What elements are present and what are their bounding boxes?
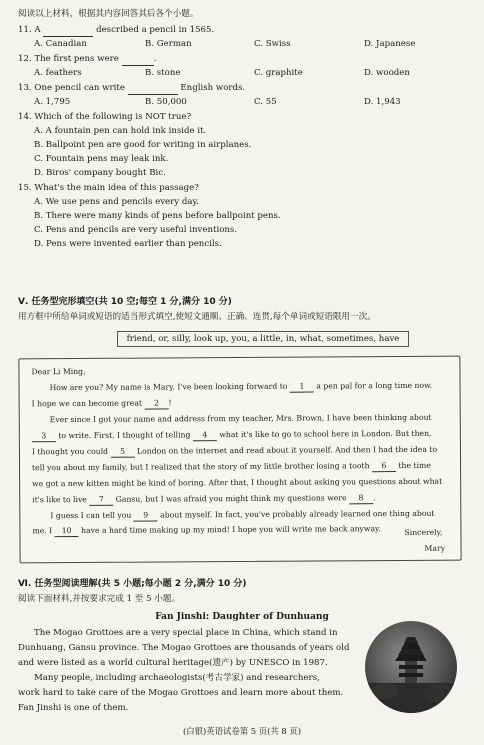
q14-option-d[interactable]: D. Biros' company bought Bic. xyxy=(34,168,166,178)
reading-instruction: 阅读以上材料，根据其内容回答其后各个小题。 xyxy=(18,9,199,19)
question-15: 15. What's the main idea of this passage? xyxy=(18,183,199,193)
passage-line: Fan Jinshi is one of them. xyxy=(18,703,129,713)
letter-line: it's like to live 7 Gansu, but I was afraid you might think my questions were 8 . xyxy=(32,493,376,505)
letter-line: me. I 10 have a hard time making up my mind! I hope you will write me back anyway. xyxy=(32,524,381,536)
passage-line: work hard to take care of the Mogao Grottoes and learn more about them. xyxy=(18,688,344,698)
page-footer: (白银)英语试卷第 5 页(共 8 页) xyxy=(182,726,302,736)
passage-line: The Mogao Grottoes are a very special place in China, which stand in xyxy=(34,628,338,638)
answer-blank[interactable] xyxy=(122,55,154,66)
letter-closing: Sincerely, xyxy=(404,527,443,537)
gap-blank[interactable]: 2 xyxy=(144,399,168,409)
q12-option-c[interactable]: C. graphite xyxy=(254,68,303,78)
q14-option-a[interactable]: A. A fountain pen can hold ink inside it. xyxy=(34,126,207,136)
letter-line: Ever since I got your name and address from my teacher, Mrs. Brown, I have been thinking about xyxy=(49,412,432,425)
gap-blank[interactable]: 9 xyxy=(134,512,158,522)
word-box: friend, or, silly, look up, you, a little, in, what, sometimes, have xyxy=(117,331,409,347)
q15-option-d[interactable]: D. Pens were invented earlier than pencils. xyxy=(34,239,222,249)
q13-option-a[interactable]: A. 1,795 xyxy=(34,97,71,107)
q11-option-a[interactable]: A. Canadian xyxy=(34,39,87,49)
letter-line: we got a new kitten might be kind of boring. After that, I thought about asking you questions about what xyxy=(32,476,443,489)
passage-line: Dunhuang, Gansu province. The Mogao Grottoes are thousands of years old xyxy=(18,643,350,653)
letter-line: I thought you could 5 London on the internet and read about it yourself. And then I had the idea to xyxy=(31,444,438,457)
q12-option-a[interactable]: A. feathers xyxy=(34,68,82,78)
passage-title: Fan Jinshi: Daughter of Dunhuang xyxy=(155,612,329,622)
gap-blank[interactable]: 6 xyxy=(372,462,396,472)
section-6-instruction: 阅读下面材料,并按要求完成 1 至 5 小题。 xyxy=(18,594,181,604)
section-5-heading: Ⅴ. 任务型完形填空(共 10 空;每空 1 分,满分 10 分) xyxy=(18,297,232,307)
question-13: 13. One pencil can write English words. xyxy=(18,83,246,93)
mogao-grottoes-photo xyxy=(365,621,457,713)
q14-option-c[interactable]: C. Fountain pens may leak ink. xyxy=(34,154,169,164)
q11-option-b[interactable]: B. German xyxy=(145,39,192,49)
q13-option-c[interactable]: C. 55 xyxy=(254,97,277,107)
gap-blank[interactable]: 3 xyxy=(32,432,56,442)
gap-blank[interactable]: 10 xyxy=(55,527,79,537)
question-12: 12. The first pens were . xyxy=(18,54,157,64)
letter-greeting: Dear Li Ming, xyxy=(31,366,86,377)
passage-line: Many people, including archaeologists(考古学家) and researchers, xyxy=(34,673,320,683)
q15-option-a[interactable]: A. We use pens and pencils every day. xyxy=(34,197,199,207)
letter-line: How are you? My name is Mary. I've been looking forward to 1 a pen pal for a long time now. xyxy=(49,380,433,393)
section-5-instruction: 用方框中所给单词或短语的适当形式填空,使短文通顺、正确、连贯,每个单词或短语限用一次。 xyxy=(18,312,376,322)
question-11: 11. A described a pencil in 1565. xyxy=(18,25,215,35)
q15-option-b[interactable]: B. There were many kinds of pens before ballpoint pens. xyxy=(34,211,281,221)
answer-blank[interactable] xyxy=(128,84,178,95)
gap-blank[interactable]: 7 xyxy=(89,496,113,506)
q11-option-c[interactable]: C. Swiss xyxy=(254,39,291,49)
q14-option-b[interactable]: B. Ballpoint pen are good for writing in airplanes. xyxy=(34,140,252,150)
answer-blank[interactable] xyxy=(43,26,93,37)
section-6-heading: Ⅵ. 任务型阅读理解(共 5 小题;每小题 2 分,满分 10 分) xyxy=(18,579,247,589)
q13-option-d[interactable]: D. 1,943 xyxy=(364,97,401,107)
letter-line: I guess I can tell you 9 about myself. In fact, you've probably already learned one thing about xyxy=(50,508,435,521)
letter-line: 3 to write. First, I thought of telling 4 what it's like to go to school here in London. But then, xyxy=(32,430,432,442)
letter-line: I hope we can become great 2 ! xyxy=(31,398,172,409)
q12-option-b[interactable]: B. stone xyxy=(145,68,181,78)
gap-blank[interactable]: 8 xyxy=(349,494,373,504)
passage-line: and were listed as a world cultural heritage(遗产) by UNESCO in 1987. xyxy=(18,658,328,668)
gap-blank[interactable]: 5 xyxy=(111,448,135,458)
q11-option-d[interactable]: D. Japanese xyxy=(364,39,416,49)
letter-signature: Mary xyxy=(424,543,446,553)
q15-option-c[interactable]: C. Pens and pencils are very useful inventions. xyxy=(34,225,238,235)
q13-option-b[interactable]: B. 50,000 xyxy=(145,97,187,107)
q12-option-d[interactable]: D. wooden xyxy=(364,68,410,78)
letter-box xyxy=(18,356,461,564)
letter-line: tell you about my family, but I realized that the story of my little brother losing a tooth 6 the time xyxy=(32,460,431,473)
pagoda-image xyxy=(365,621,457,713)
question-14: 14. Which of the following is NOT true? xyxy=(18,112,192,122)
gap-blank[interactable]: 1 xyxy=(290,383,314,393)
gap-blank[interactable]: 4 xyxy=(193,431,217,441)
